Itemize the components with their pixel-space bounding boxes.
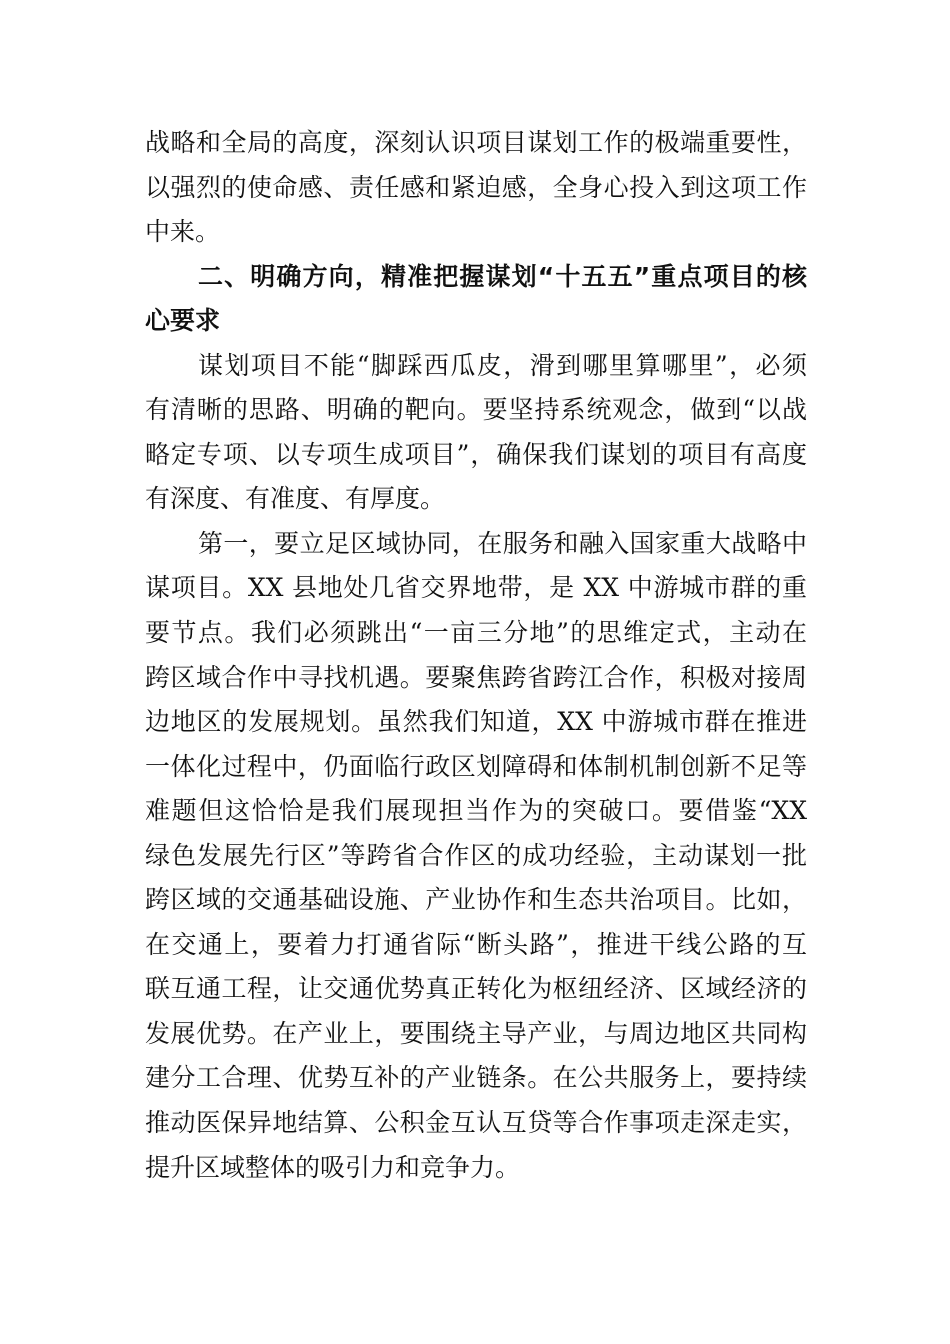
text-line: 中来。 (145, 217, 221, 247)
text-line: 谋项目。XX 县地处几省交界地带，是 XX 中游城市群的重 (145, 573, 807, 603)
text-line: 有深度、有准度、有厚度。 (145, 484, 446, 514)
text-line: 难题但这恰恰是我们展现担当作为的突破口。要借鉴“XX (145, 796, 807, 826)
text-line: 第一，要立足区域协同，在服务和融入国家重大战略中 (198, 528, 807, 558)
text-line: 推动医保异地结算、公积金互认互贷等合作事项走深走实， (145, 1108, 807, 1138)
section-heading (145, 255, 807, 344)
text-line: 边地区的发展规划。虽然我们知道，XX 中游城市群在推进 (145, 707, 807, 737)
text-line: 二、明确方向，精准把握谋划“十五五”重点项目的核 (198, 261, 807, 291)
text-line: 绿色发展先行区”等跨省合作区的成功经验，主动谋划一批 (145, 840, 807, 870)
text-line: 略定专项、以专项生成项目”，确保我们谋划的项目有高度 (145, 439, 807, 469)
text-line: 以强烈的使命感、责任感和紧迫感，全身心投入到这项工作 (145, 172, 807, 202)
text-line: 发展优势。在产业上，要围绕主导产业，与周边地区共同构 (145, 1018, 807, 1048)
text-line: 有清晰的思路、明确的靶向。要坚持系统观念，做到“以战 (145, 395, 807, 425)
paragraph (145, 344, 807, 522)
text-line: 跨区域的交通基础设施、产业协作和生态共治项目。比如， (145, 885, 807, 915)
text-line: 谋划项目不能“脚踩西瓜皮，滑到哪里算哪里”，必须 (198, 350, 807, 380)
text-line: 战略和全局的高度，深刻认识项目谋划工作的极端重要性， (145, 128, 807, 157)
document-page (145, 121, 807, 1190)
text-line: 一体化过程中，仍面临行政区划障碍和体制机制创新不足等 (145, 751, 807, 781)
text-line: 要节点。我们必须跳出“一亩三分地”的思维定式，主动在 (145, 618, 807, 648)
text-line: 跨区域合作中寻找机遇。要聚焦跨省跨江合作，积极对接周 (145, 662, 807, 692)
text-line: 提升区域整体的吸引力和竞争力。 (145, 1152, 521, 1182)
paragraph (145, 522, 807, 1190)
text-line: 建分工合理、优势互补的产业链条。在公共服务上，要持续 (145, 1063, 807, 1093)
text-line: 联互通工程，让交通优势真正转化为枢纽经济、区域经济的 (145, 974, 807, 1004)
text-line: 在交通上，要着力打通省际“断头路”，推进干线公路的互 (145, 929, 807, 959)
paragraph (145, 121, 807, 255)
text-line: 心要求 (145, 306, 221, 336)
